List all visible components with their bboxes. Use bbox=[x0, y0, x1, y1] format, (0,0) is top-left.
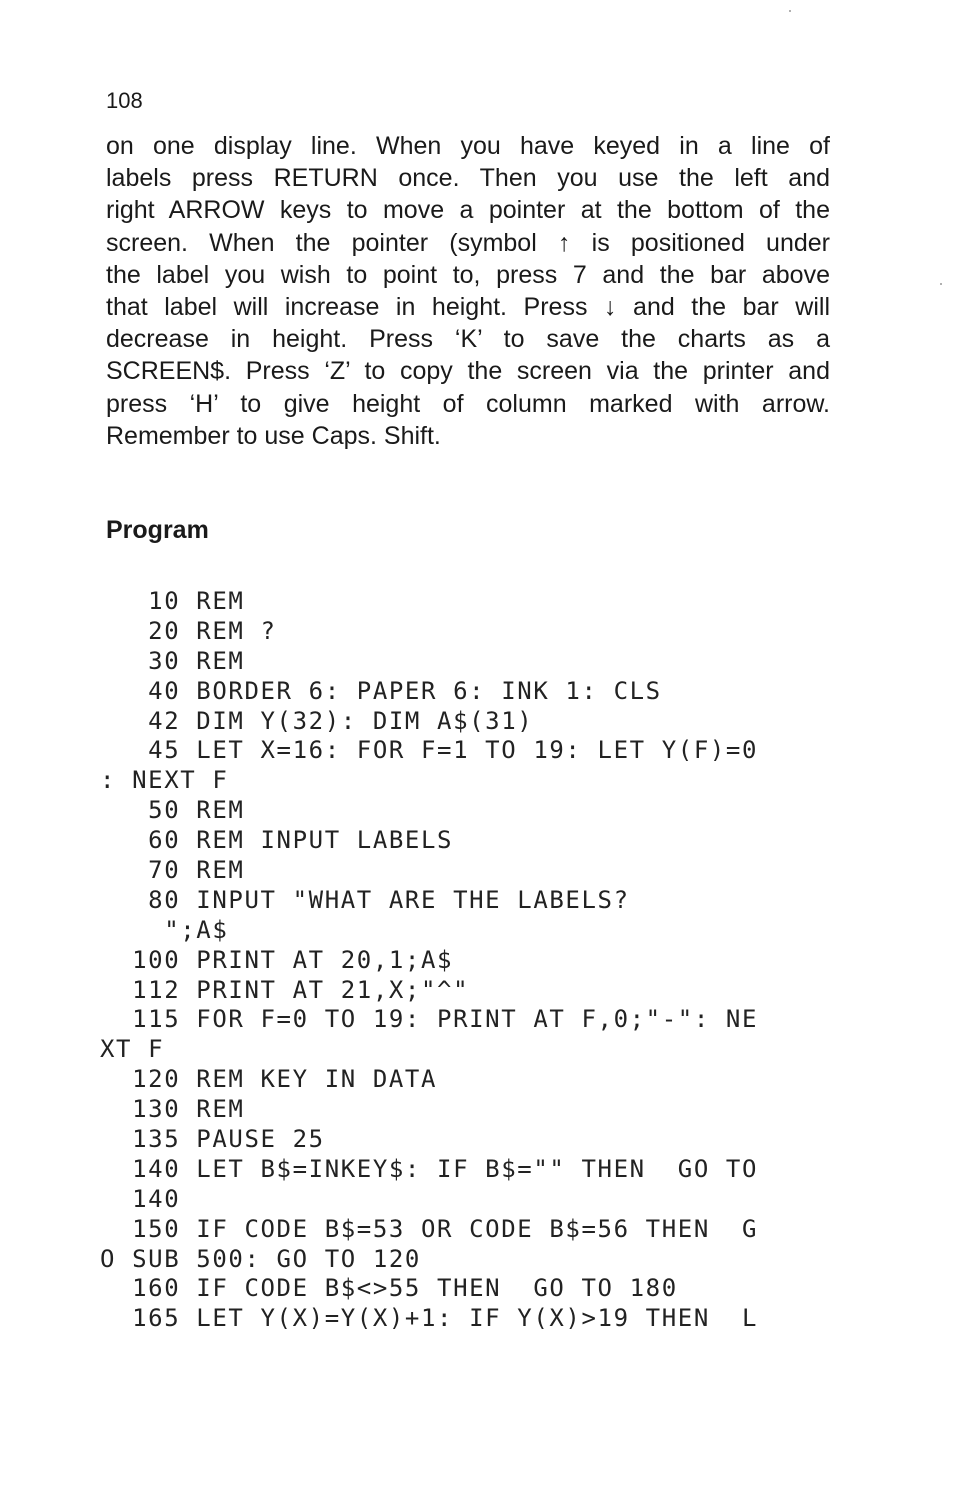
scan-speck bbox=[940, 283, 942, 285]
code-line: 150 IF CODE B$=53 OR CODE B$=56 THEN G bbox=[100, 1214, 759, 1243]
code-line: O SUB 500: GO TO 120 bbox=[100, 1244, 421, 1273]
intro-line: press ‘H’ to give height of column marked with arrow. bbox=[106, 389, 830, 418]
intro-line: SCREEN$. Press ‘Z’ to copy the screen via the printer and bbox=[106, 357, 830, 386]
page-number: 108 bbox=[106, 88, 143, 113]
code-line: 10 REM bbox=[100, 587, 245, 615]
code-line: 115 FOR F=0 TO 19: PRINT AT F,0;"-": NE bbox=[100, 1005, 759, 1034]
program-listing bbox=[100, 587, 840, 1334]
code-line: 100 PRINT AT 20,1;A$ bbox=[100, 945, 454, 974]
code-line: 40 BORDER 6: PAPER 6: INK 1: CLS bbox=[100, 676, 662, 705]
code-line: 130 REM bbox=[100, 1095, 245, 1124]
code-line: XT F bbox=[100, 1035, 165, 1064]
scan-speck bbox=[789, 10, 791, 12]
code-line: 30 REM bbox=[100, 646, 245, 675]
code-line: 42 DIM Y(32): DIM A$(31) bbox=[100, 706, 534, 735]
code-line: 120 REM KEY IN DATA bbox=[100, 1065, 438, 1094]
code-line: : NEXT F bbox=[100, 766, 229, 795]
code-line: 135 PAUSE 25 bbox=[100, 1125, 325, 1154]
code-line: 50 REM bbox=[100, 796, 245, 825]
code-line: 80 INPUT "WHAT ARE THE LABELS? bbox=[100, 885, 630, 914]
code-line: 45 LET X=16: FOR F=1 TO 19: LET Y(F)=0 bbox=[100, 736, 759, 765]
code-line: ";A$ bbox=[100, 915, 229, 944]
code-line: 60 REM INPUT LABELS bbox=[100, 826, 454, 855]
section-heading-program: Program bbox=[106, 516, 209, 544]
code-line: 112 PRINT AT 21,X;"^" bbox=[100, 975, 470, 1004]
intro-line: the label you wish to point to, press 7 and the bar above bbox=[106, 260, 830, 289]
intro-line: on one display line. When you have keyed in a line of bbox=[106, 132, 830, 160]
code-line: 140 LET B$=INKEY$: IF B$="" THEN GO TO bbox=[100, 1154, 759, 1183]
intro-paragraph bbox=[106, 130, 830, 452]
intro-line: decrease in height. Press ‘K’ to save the charts as a bbox=[106, 325, 830, 354]
intro-line: labels press RETURN once. Then you use the left and bbox=[106, 164, 830, 193]
intro-line: that label will increase in height. Press ↓ and the bar will bbox=[106, 293, 830, 322]
code-line: 20 REM ? bbox=[100, 616, 277, 645]
code-line: 140 bbox=[100, 1184, 181, 1213]
code-line: 160 IF CODE B$<>55 THEN GO TO 180 bbox=[100, 1274, 678, 1303]
code-line: 165 LET Y(X)=Y(X)+1: IF Y(X)>19 THEN L bbox=[100, 1304, 759, 1333]
intro-line: screen. When the pointer (symbol ↑ is positioned under bbox=[106, 228, 830, 257]
code-line: 70 REM bbox=[100, 856, 245, 885]
intro-line: Remember to use Caps. Shift. bbox=[106, 421, 441, 450]
intro-line: right ARROW keys to move a pointer at the bottom of the bbox=[106, 196, 830, 225]
